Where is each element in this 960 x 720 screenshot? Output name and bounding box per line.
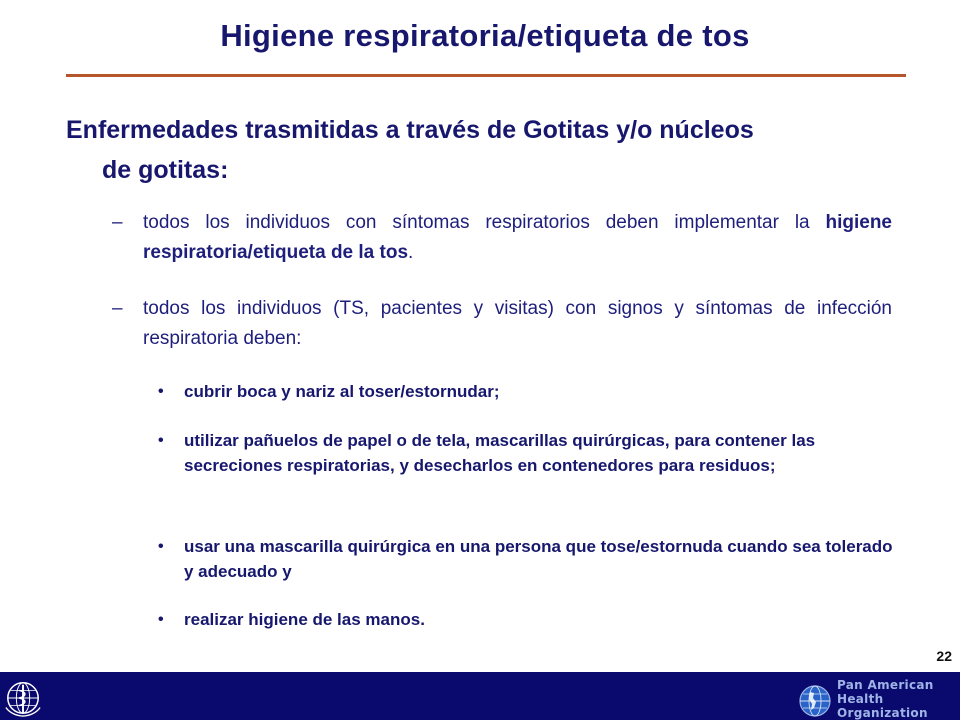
paho-name-line-3: Organization xyxy=(837,706,928,720)
bullet-marker: • xyxy=(158,432,164,449)
title-divider xyxy=(66,74,906,77)
slide-title: Higiene respiratoria/etiqueta de tos xyxy=(220,18,750,53)
bullet-marker: • xyxy=(158,538,164,555)
bullet-text: cubrir boca y nariz al toser/estornudar; xyxy=(184,382,500,401)
bullet-item-1 xyxy=(158,379,898,404)
dash-item-text-bold: higiene respiratoria/etiqueta de la tos xyxy=(143,212,892,263)
bullet-text: utilizar pañuelos de papel o de tela, mascarillas quirúrgicas, para contener las secreciones respiratorias, y desecharlos en contenedores para residuos; xyxy=(184,431,816,475)
main-heading xyxy=(66,110,898,190)
bullet-marker: • xyxy=(158,383,164,400)
dash-item-text-end: . xyxy=(408,242,414,263)
dash-item-text-plain: todos los individuos con síntomas respiratorios deben implementar la xyxy=(143,212,826,233)
paho-emblem-icon xyxy=(798,684,832,718)
bullet-item-4 xyxy=(158,607,898,632)
page-number: 22 xyxy=(936,648,952,664)
bullet-item-2 xyxy=(158,428,898,478)
dash-item-text: todos los individuos (TS, pacientes y visitas) con signos y síntomas de infección respiratoria deben: xyxy=(143,298,892,349)
paho-name-line-2: Health xyxy=(837,692,884,706)
main-heading-line-1: Enfermedades trasmitidas a través de Gotitas y/o núcleos xyxy=(66,116,754,144)
bullet-marker: • xyxy=(158,611,164,628)
bullet-text: usar una mascarilla quirúrgica en una persona que tose/estornuda cuando sea tolerado y adecuado y xyxy=(184,537,893,581)
dash-item-2 xyxy=(112,294,892,354)
dash-item-text xyxy=(143,208,892,268)
bullet-item-3 xyxy=(158,534,898,584)
dash-marker: – xyxy=(112,212,123,233)
who-emblem-icon xyxy=(4,679,42,717)
bullet-text: realizar higiene de las manos. xyxy=(184,610,425,629)
paho-name-line-1: Pan American xyxy=(837,678,934,692)
paho-name xyxy=(837,678,934,720)
main-heading-line-2: de gotitas: xyxy=(102,156,229,184)
dash-item-1 xyxy=(112,208,892,268)
dash-marker: – xyxy=(112,298,123,319)
